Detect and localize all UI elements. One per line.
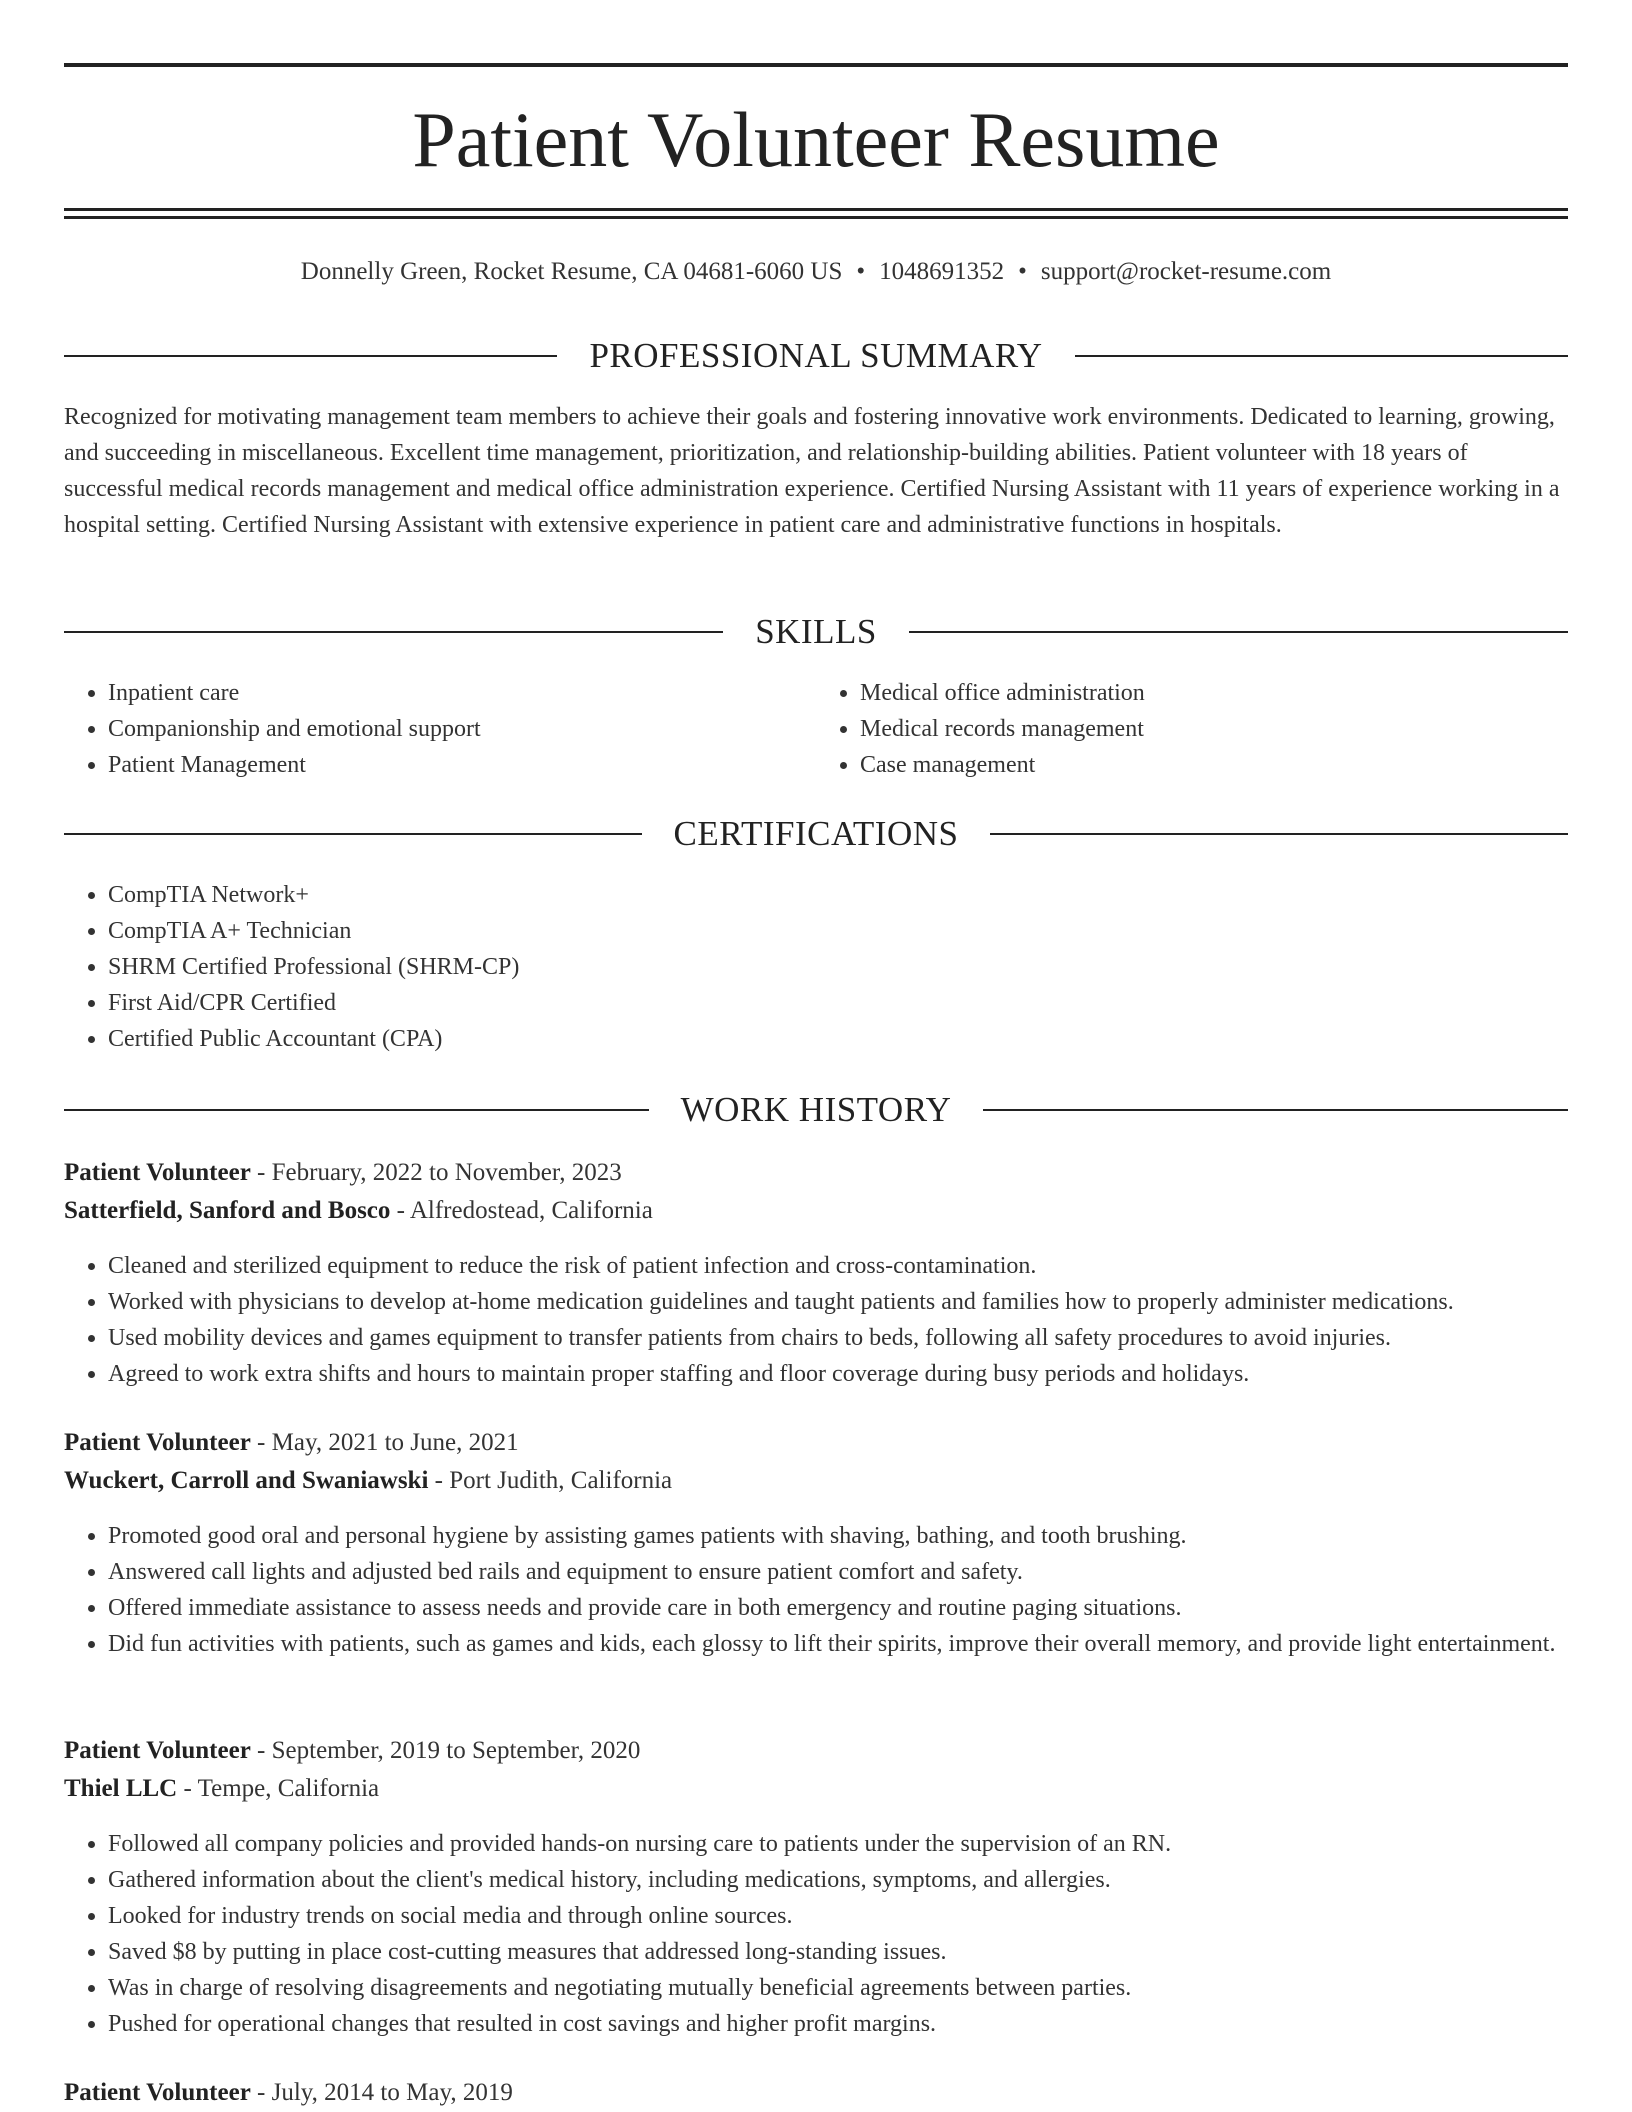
heading-rule	[64, 631, 723, 633]
job-bullet: • Was in charge of resolving disagreements and negotiating mutually beneficial agreements between parties.	[108, 1970, 1568, 2006]
certifications-list	[64, 877, 1568, 1057]
job-bullet: • Looked for industry trends on social media and through online sources.	[108, 1898, 1568, 1934]
contact-separator: •	[1018, 258, 1027, 285]
job-title-line	[64, 1732, 1568, 1770]
job-location: Port Judith, California	[449, 1467, 673, 1494]
certification-item: • CompTIA Network+	[108, 877, 1568, 913]
contact-line	[64, 256, 1568, 288]
work-history-heading-label: WORK HISTORY	[680, 1090, 952, 1129]
job-bullet: • Promoted good oral and personal hygiene by assisting games patients with shaving, bathing, and tooth brushing.	[108, 1518, 1568, 1554]
heading-rule	[909, 631, 1568, 633]
heading-rule	[983, 1109, 1568, 1111]
job-role: Patient Volunteer	[64, 2079, 251, 2106]
skills-column-left	[64, 675, 816, 783]
skill-item: • Patient Management	[108, 747, 816, 783]
dash: -	[250, 1429, 272, 1456]
job-title-line	[64, 2074, 1568, 2112]
job-bullet: • Followed all company policies and provided hands-on nursing care to patients under the supervision of an RN.	[108, 1826, 1568, 1862]
work-history-heading	[64, 1088, 1568, 1132]
certification-item: • SHRM Certified Professional (SHRM-CP)	[108, 949, 1568, 985]
job-role: Patient Volunteer	[64, 1429, 251, 1456]
job-company: Thiel LLC	[64, 1775, 178, 1802]
certification-item: • CompTIA A+ Technician	[108, 913, 1568, 949]
contact-phone: 1048691352	[879, 258, 1005, 285]
certification-item: • First Aid/CPR Certified	[108, 985, 1568, 1021]
dash: -	[177, 1775, 198, 1802]
dash: -	[250, 2079, 272, 2106]
job-role: Patient Volunteer	[64, 1159, 251, 1186]
contact-address: Donnelly Green, Rocket Resume, CA 04681-6060 US	[300, 258, 843, 285]
job-dates: September, 2019 to September, 2020	[271, 1737, 641, 1764]
skill-item: • Medical office administration	[860, 675, 1568, 711]
job-dates: May, 2021 to June, 2021	[271, 1429, 519, 1456]
job-bullet: • Pushed for operational changes that resulted in cost savings and higher profit margins.	[108, 2006, 1568, 2042]
job-entry	[64, 2074, 1568, 2112]
job-bullet: • Offered immediate assistance to assess needs and provide care in both emergency and routine paging situations.	[108, 1590, 1568, 1626]
job-bullets	[64, 1248, 1568, 1392]
job-bullet: • Saved $8 by putting in place cost-cutting measures that addressed long-standing issues.	[108, 1934, 1568, 1970]
job-company: Wuckert, Carroll and Swaniawski	[64, 1467, 429, 1494]
job-bullet: • Agreed to work extra shifts and hours to maintain proper staffing and floor coverage during busy periods and holidays.	[108, 1356, 1568, 1392]
skill-item: • Case management	[860, 747, 1568, 783]
heading-rule	[990, 833, 1568, 835]
summary-heading	[64, 334, 1568, 378]
job-entry	[64, 1154, 1568, 1230]
skill-item: • Medical records management	[860, 711, 1568, 747]
job-company: Satterfield, Sanford and Bosco	[64, 1197, 391, 1224]
title-rule-lower	[64, 216, 1568, 219]
dash: -	[250, 1737, 272, 1764]
job-company-line	[64, 1192, 1568, 1230]
heading-rule	[1075, 355, 1568, 357]
dash: -	[390, 1197, 410, 1224]
heading-rule	[64, 833, 642, 835]
skills-heading	[64, 610, 1568, 654]
job-entry	[64, 1424, 1568, 1500]
contact-email[interactable]: support@rocket-resume.com	[1040, 258, 1332, 285]
summary-heading-label: PROFESSIONAL SUMMARY	[589, 336, 1043, 375]
job-bullets	[64, 1518, 1568, 1662]
job-role: Patient Volunteer	[64, 1737, 251, 1764]
job-bullet: • Cleaned and sterilized equipment to reduce the risk of patient infection and cross-contamination.	[108, 1248, 1568, 1284]
dash: -	[428, 1467, 450, 1494]
skill-item: • Companionship and emotional support	[108, 711, 816, 747]
job-entry	[64, 1732, 1568, 1808]
job-location: Tempe, California	[197, 1775, 380, 1802]
certifications-heading-label: CERTIFICATIONS	[673, 814, 959, 853]
title-rule-upper	[64, 208, 1568, 211]
job-bullets	[64, 1826, 1568, 2042]
contact-separator: •	[856, 258, 866, 285]
job-title-line	[64, 1424, 1568, 1462]
page-title: Patient Volunteer Resume	[412, 96, 1220, 183]
certification-item: • Certified Public Accountant (CPA)	[108, 1021, 1568, 1057]
top-rule	[64, 63, 1568, 67]
job-dates: February, 2022 to November, 2023	[271, 1159, 622, 1186]
job-location: Alfredostead, California	[409, 1197, 653, 1224]
dash: -	[250, 1159, 272, 1186]
job-bullet: • Worked with physicians to develop at-home medication guidelines and taught patients and families how to properly administer medications.	[108, 1284, 1568, 1320]
skill-item: • Inpatient care	[108, 675, 816, 711]
skills-heading-label: SKILLS	[755, 612, 877, 651]
job-bullet: • Did fun activities with patients, such as games and kids, each glossy to lift their spirits, improve their overall memory, and provide light entertainment.	[108, 1626, 1568, 1662]
job-company-line	[64, 1462, 1568, 1500]
job-company-line	[64, 1770, 1568, 1808]
job-bullet: • Gathered information about the client's medical history, including medications, symptoms, and allergies.	[108, 1862, 1568, 1898]
job-bullet: • Answered call lights and adjusted bed rails and equipment to ensure patient comfort and safety.	[108, 1554, 1568, 1590]
skills-column-right	[816, 675, 1568, 783]
job-title-line	[64, 1154, 1568, 1192]
heading-rule	[64, 1109, 649, 1111]
job-bullet: • Used mobility devices and games equipment to transfer patients from chairs to beds, following all safety procedures to avoid injuries.	[108, 1320, 1568, 1356]
certifications-heading	[64, 812, 1568, 856]
skills-list	[64, 675, 1568, 783]
job-dates: July, 2014 to May, 2019	[271, 2079, 513, 2106]
summary-text: Recognized for motivating management team members to achieve their goals and fostering innovative work environments. Dedicated to learning, growing, and succeeding in miscellaneous. Excellent time management, prioritization, and relationship-building abilities. Patient volunteer with 18 years of successful medical records management and medical office administration experience. Certified Nursing Assistant with 11 years of experience working in a hospital setting. Certified Nursing Assistant with extensive experience in patient care and administrative functions in hospitals.	[64, 404, 1560, 538]
heading-rule	[64, 355, 557, 357]
